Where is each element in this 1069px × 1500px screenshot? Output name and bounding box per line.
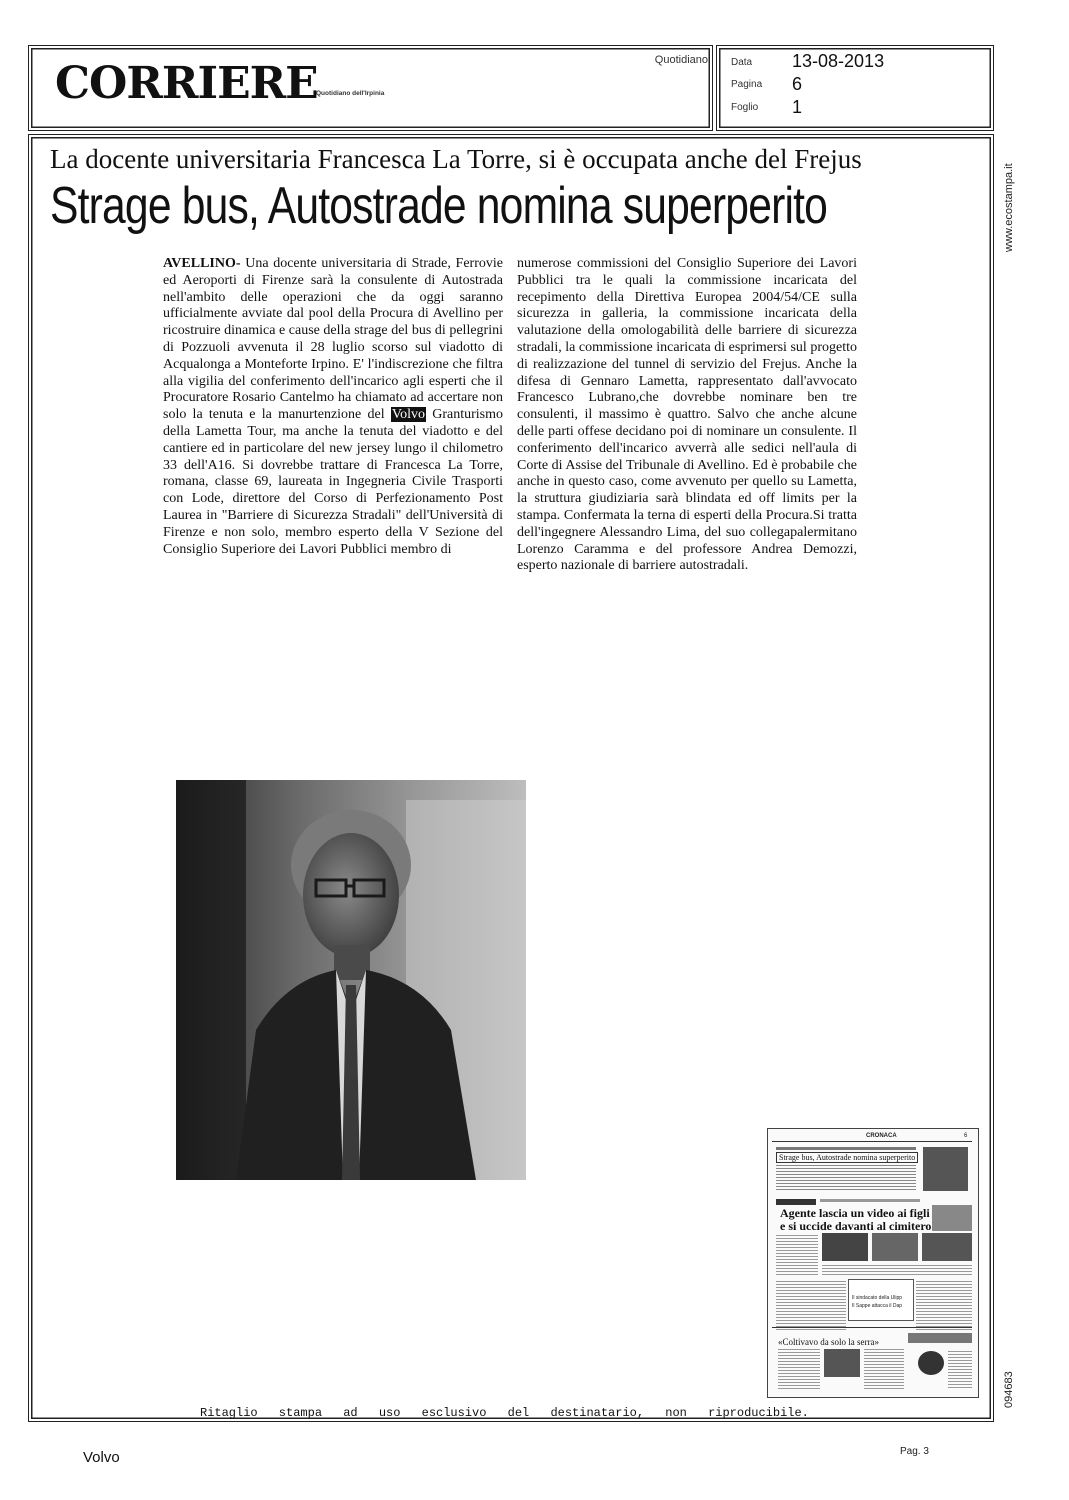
page-label: Pag. 3 [900, 1446, 929, 1457]
thumb-big-headline-1: Agente lascia un video ai figli [780, 1206, 930, 1220]
masthead-box [28, 45, 713, 131]
keyword-highlight: Volvo [391, 407, 426, 423]
info-box [716, 45, 994, 131]
thumb-box-3: «Coltivavo da solo la serra» [778, 1337, 879, 1347]
pagina-value: 6 [792, 74, 803, 94]
data-value: 13-08-2013 [792, 51, 885, 71]
article-column-2: numerose commissioni del Consiglio Superiore dei Lavori Pubblici tra le quali la commissione incaricata del recepimento della Direttiva Europea 2004/54/CE sulla sicurezza in galleria, la commissione incaricata della valutazione della omologabilità delle barriere di sicurezza stradali, la commissione incaricata di esprimersi sul progetto di realizzazione del tunnel di servizio del Frejus. Anche la difesa di Gennaro Lametta, rappresentato dall'avvocato Francesco Lubrano,che dovrebbe nominare ben tre consulenti, il massimo è quattro. Salvo che anche alcune delle parti offese decidano poi di nominare un consulente. Il conferimento dell'incarico avverrà alle sedici nell'aula di Corte di Assise del Tribunale di Avellino. Ed è probabile che anche in questo caso, come avvenuto per quello su Lametta, la struttura giudiziaria sarà blindata ed off limits per la stampa. Confermata la terna di esperti della Procura.Si tratta dell'ingegnere Alessandro Lima, del suo collegapalermitano Lorenzo Caramma e del professore Andrea Demozzi, esperto nazionale di barriere autostradali. [517, 256, 857, 574]
thumb-article-headline: Strage bus, Autostrade nomina superperito [776, 1152, 918, 1163]
thumb-big-headline-2: e si uccide davanti al cimitero [780, 1219, 932, 1233]
side-website: www.ecostampa.it [1003, 163, 1015, 252]
dateline: AVELLINO- [163, 256, 241, 271]
publication-type: Quotidiano [654, 54, 708, 66]
thumb-box-1: Il sindacato della Ulipp [852, 1295, 903, 1301]
column-1-text-a: Una docente universitaria di Strade, Ferrovie ed Aeroporti di Firenze sarà la consulente di Autostrada nell'ambito delle operazioni che da oggi saranno ufficialmente avviate dal pool della Procura di Avellino per ricostruire dinamica e cause della strage del bus di pellegrini di Pozzuoli avvenuta il 28 luglio scorso sul viadotto di Acqualonga a Monteforte Irpino. E' l'indiscrezione che filtra alla vigilia del conferimento dell'incarico agli esperti che il Procuratore Rosario Cantelmo ha chiamato ad accertare non solo la tenuta e la manurtenzione del [163, 256, 503, 423]
article-headline: Strage bus, Autostrade nomina superperito [50, 177, 828, 235]
newspaper-logo: CORRIERE [55, 58, 318, 109]
footer-note: Ritaglio stampa ad uso esclusivo del destinatario, non riproducibile. [200, 1406, 809, 1420]
thumb-box-2: Il Sappe attacca il Dap [852, 1303, 903, 1309]
pagina-label: Pagina [731, 79, 763, 90]
column-1-text-b: Granturismo della Lametta Tour, ma anche la tenuta del viadotto e del cantiere ed in particolare del new jersey lungo il chilometro 33 dell'A16. Si dovrebbe trattare di Francesca La Torre, romana, classe 69, laureata in Ingegneria Civile Trasporti con Lode, direttore del Corso di Perfezionamento Post Laurea in "Barriere di Sicurezza Stradali" dell'Università di Firenze e non solo, membro esperto della V Sezione del Consiglio Superiore dei Lavori Pubblici membro di [163, 407, 504, 557]
newspaper-subtitle: Quotidiano dell'Irpinia [316, 90, 385, 97]
thumb-section: CRONACA [866, 1133, 897, 1139]
article-kicker: La docente universitaria Francesca La Torre, si è occupata anche del Frejus [50, 144, 862, 174]
side-code: 094683 [1003, 1371, 1015, 1408]
foglio-value: 1 [792, 97, 803, 117]
article-photo [176, 780, 526, 1180]
foglio-label: Foglio [731, 102, 759, 113]
page-thumbnail [767, 1128, 979, 1398]
thumb-page-number: 6 [964, 1133, 968, 1139]
keyword-label: Volvo [83, 1449, 120, 1466]
data-label: Data [731, 57, 753, 68]
article-column-1 [163, 256, 503, 558]
